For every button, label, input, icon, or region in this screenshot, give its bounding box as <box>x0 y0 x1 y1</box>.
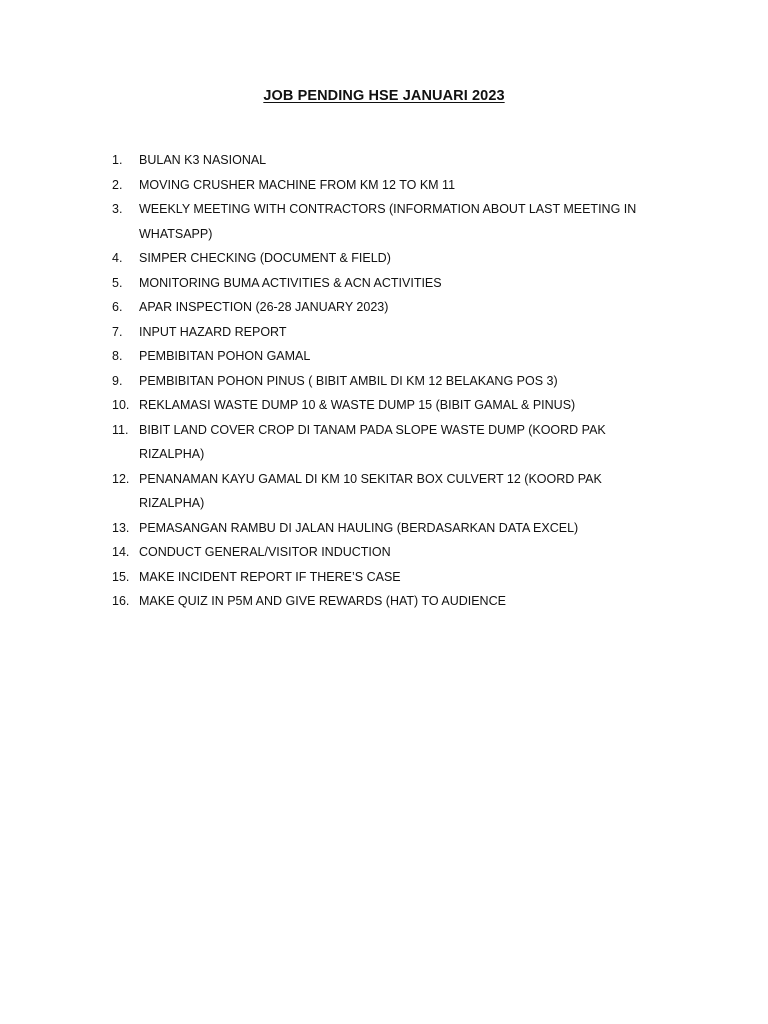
page-title: JOB PENDING HSE JANUARI 2023 <box>263 88 505 104</box>
list-item-text: WEEKLY MEETING WITH CONTRACTORS (INFORMATION ABOUT LAST MEETING IN WHATSAPP) <box>139 202 637 241</box>
list-item <box>112 418 672 467</box>
list-item <box>112 295 672 320</box>
list-item <box>112 271 672 296</box>
list-item-number: 10. <box>112 398 130 412</box>
list-item-number: 3. <box>112 202 123 216</box>
list-item-number: 8. <box>112 349 123 363</box>
list-item <box>112 344 672 369</box>
job-list <box>112 148 672 614</box>
list-item-text: PEMASANGAN RAMBU DI JALAN HAULING (BERDASARKAN DATA EXCEL) <box>139 520 579 535</box>
list-item-text: BULAN K3 NASIONAL <box>139 153 267 167</box>
list-item-text: SIMPER CHECKING (DOCUMENT & FIELD) <box>139 251 391 265</box>
list-item-number: 4. <box>112 251 123 265</box>
list-item <box>112 148 672 173</box>
list-item-text: MOVING CRUSHER MACHINE FROM KM 12 TO KM 11 <box>139 177 456 192</box>
list-item <box>112 369 672 394</box>
list-item-number: 16. <box>112 594 130 608</box>
list-item <box>112 393 672 418</box>
list-item-number: 14. <box>112 545 130 559</box>
list-item-number: 6. <box>112 300 123 314</box>
list-item-text: PENANAMAN KAYU GAMAL DI KM 10 SEKITAR BOX CULVERT 12 (KOORD PAK RIZALPHA) <box>139 471 602 510</box>
list-item-text: MONITORING BUMA ACTIVITIES & ACN ACTIVITIES <box>139 275 442 290</box>
list-item-text: BIBIT LAND COVER CROP DI TANAM PADA SLOPE WASTE DUMP (KOORD PAK RIZALPHA) <box>139 422 606 461</box>
list-item-text: MAKE INCIDENT REPORT IF THERE’S CASE <box>139 569 401 584</box>
list-item-text: CONDUCT GENERAL/VISITOR INDUCTION <box>139 545 391 559</box>
list-item-number: 11. <box>112 422 129 437</box>
list-item-number: 15. <box>112 569 130 584</box>
list-item-number: 9. <box>112 373 123 388</box>
list-item-number: 5. <box>112 275 123 290</box>
list-item <box>112 516 672 541</box>
list-item-number: 2. <box>112 177 123 192</box>
list-item <box>112 173 672 198</box>
list-item <box>112 589 672 614</box>
list-item <box>112 197 672 246</box>
list-item <box>112 565 672 590</box>
list-item <box>112 467 672 516</box>
list-item-text: PEMBIBITAN POHON GAMAL <box>139 349 311 363</box>
list-item-number: 13. <box>112 520 130 535</box>
list-item-number: 12. <box>112 471 130 486</box>
list-item-text: REKLAMASI WASTE DUMP 10 & WASTE DUMP 15 (BIBIT GAMAL & PINUS) <box>139 398 576 412</box>
list-item <box>112 540 672 565</box>
list-item-text: MAKE QUIZ IN P5M AND GIVE REWARDS (HAT) TO AUDIENCE <box>139 594 506 608</box>
list-item <box>112 246 672 271</box>
list-item-text: INPUT HAZARD REPORT <box>139 324 287 339</box>
list-item <box>112 320 672 345</box>
list-item-number: 1. <box>112 153 123 167</box>
list-item-text: APAR INSPECTION (26-28 JANUARY 2023) <box>139 300 389 314</box>
list-item-text: PEMBIBITAN POHON PINUS ( BIBIT AMBIL DI KM 12 BELAKANG POS 3) <box>139 373 558 388</box>
list-item-number: 7. <box>112 324 123 339</box>
